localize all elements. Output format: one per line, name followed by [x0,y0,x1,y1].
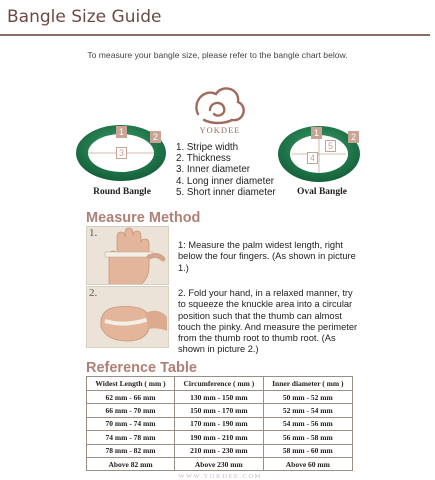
header-circumference: Circumference ( mm ) [175,377,264,391]
table-row [87,444,353,457]
header-inner-diameter: Inner diameter ( mm ) [263,377,352,391]
legend-item: 3. Inner diameter [176,164,251,176]
brand-name: YOKDEE [199,125,241,135]
intro-text: To measure your bangle size, please refer to the bangle chart below. [87,50,348,60]
table-cell: 54 mm - 56 mm [263,417,352,430]
reference-table [86,376,353,471]
table-cell: Above 230 mm [175,457,264,470]
table-cell: 150 mm - 170 mm [175,404,264,417]
table-row [87,404,353,417]
step1-text: 1: Measure the palm widest length, right below the four fingers. (As shown in picture 1.) [178,240,356,273]
step2-text: 2. Fold your hand, in a relaxed manner, try to squeeze the knuckle area into a circular position such that the thumb can almost touch the pinky. And measure the perimeter from the thumb root to thumb root. (As shown in picture 2.) [178,288,358,355]
step2-number: 2. [89,287,98,299]
table-cell: 52 mm - 54 mm [263,404,352,417]
fist-measure-photo [86,286,169,348]
footer-watermark: WWW.YOKDEE.COM [178,473,262,480]
oval-bangle-caption: Oval Bangle [297,187,347,197]
table-cell: 170 mm - 190 mm [175,417,264,430]
bangle-legend [176,142,276,198]
folded-hand-icon [87,287,169,348]
legend-item: 4. Long inner diameter [176,175,275,187]
table-cell: 70 mm - 74 mm [87,417,175,430]
table-cell: 66 mm - 70 mm [87,404,175,417]
table-cell: 210 mm - 230 mm [175,444,264,457]
page-title: Bangle Size Guide [7,7,162,27]
table-cell: 78 mm - 82 mm [87,444,175,457]
table-row [87,417,353,430]
legend-item: 2. Thickness [176,153,231,165]
oval-marker-4: 4 [307,152,318,164]
round-marker-1: 1 [116,126,127,138]
step1-number: 1. [89,227,98,239]
table-cell: Above 82 mm [87,457,175,470]
round-bangle-caption: Round Bangle [93,187,151,197]
oval-marker-2: 2 [348,131,359,143]
oval-marker-5: 5 [325,140,336,152]
open-hand-icon [87,227,169,285]
round-marker-3: 3 [116,147,127,159]
table-cell: Above 60 mm [263,457,352,470]
header-widest-length: Widest Length ( mm ) [87,377,175,391]
legend-item: 1. Stripe width [176,142,239,153]
table-row [87,457,353,470]
table-header-row [87,377,353,391]
measure-method-title: Measure Method [86,210,201,226]
table-cell: 190 mm - 210 mm [175,431,264,444]
reference-table-title: Reference Table [86,360,197,376]
table-cell: 50 mm - 52 mm [263,391,352,404]
table-cell: 74 mm - 78 mm [87,431,175,444]
title-divider [0,34,430,36]
table-cell: 58 mm - 60 mm [263,444,352,457]
table-cell: 56 mm - 58 mm [263,431,352,444]
oval-marker-1: 1 [311,127,322,139]
round-marker-2: 2 [150,131,161,143]
table-row [87,391,353,404]
palm-measure-photo [86,226,169,285]
legend-item: 5. Short inner diameter [176,186,276,198]
table-row [87,431,353,444]
table-cell: 130 mm - 150 mm [175,391,264,404]
table-cell: 62 mm - 66 mm [87,391,175,404]
